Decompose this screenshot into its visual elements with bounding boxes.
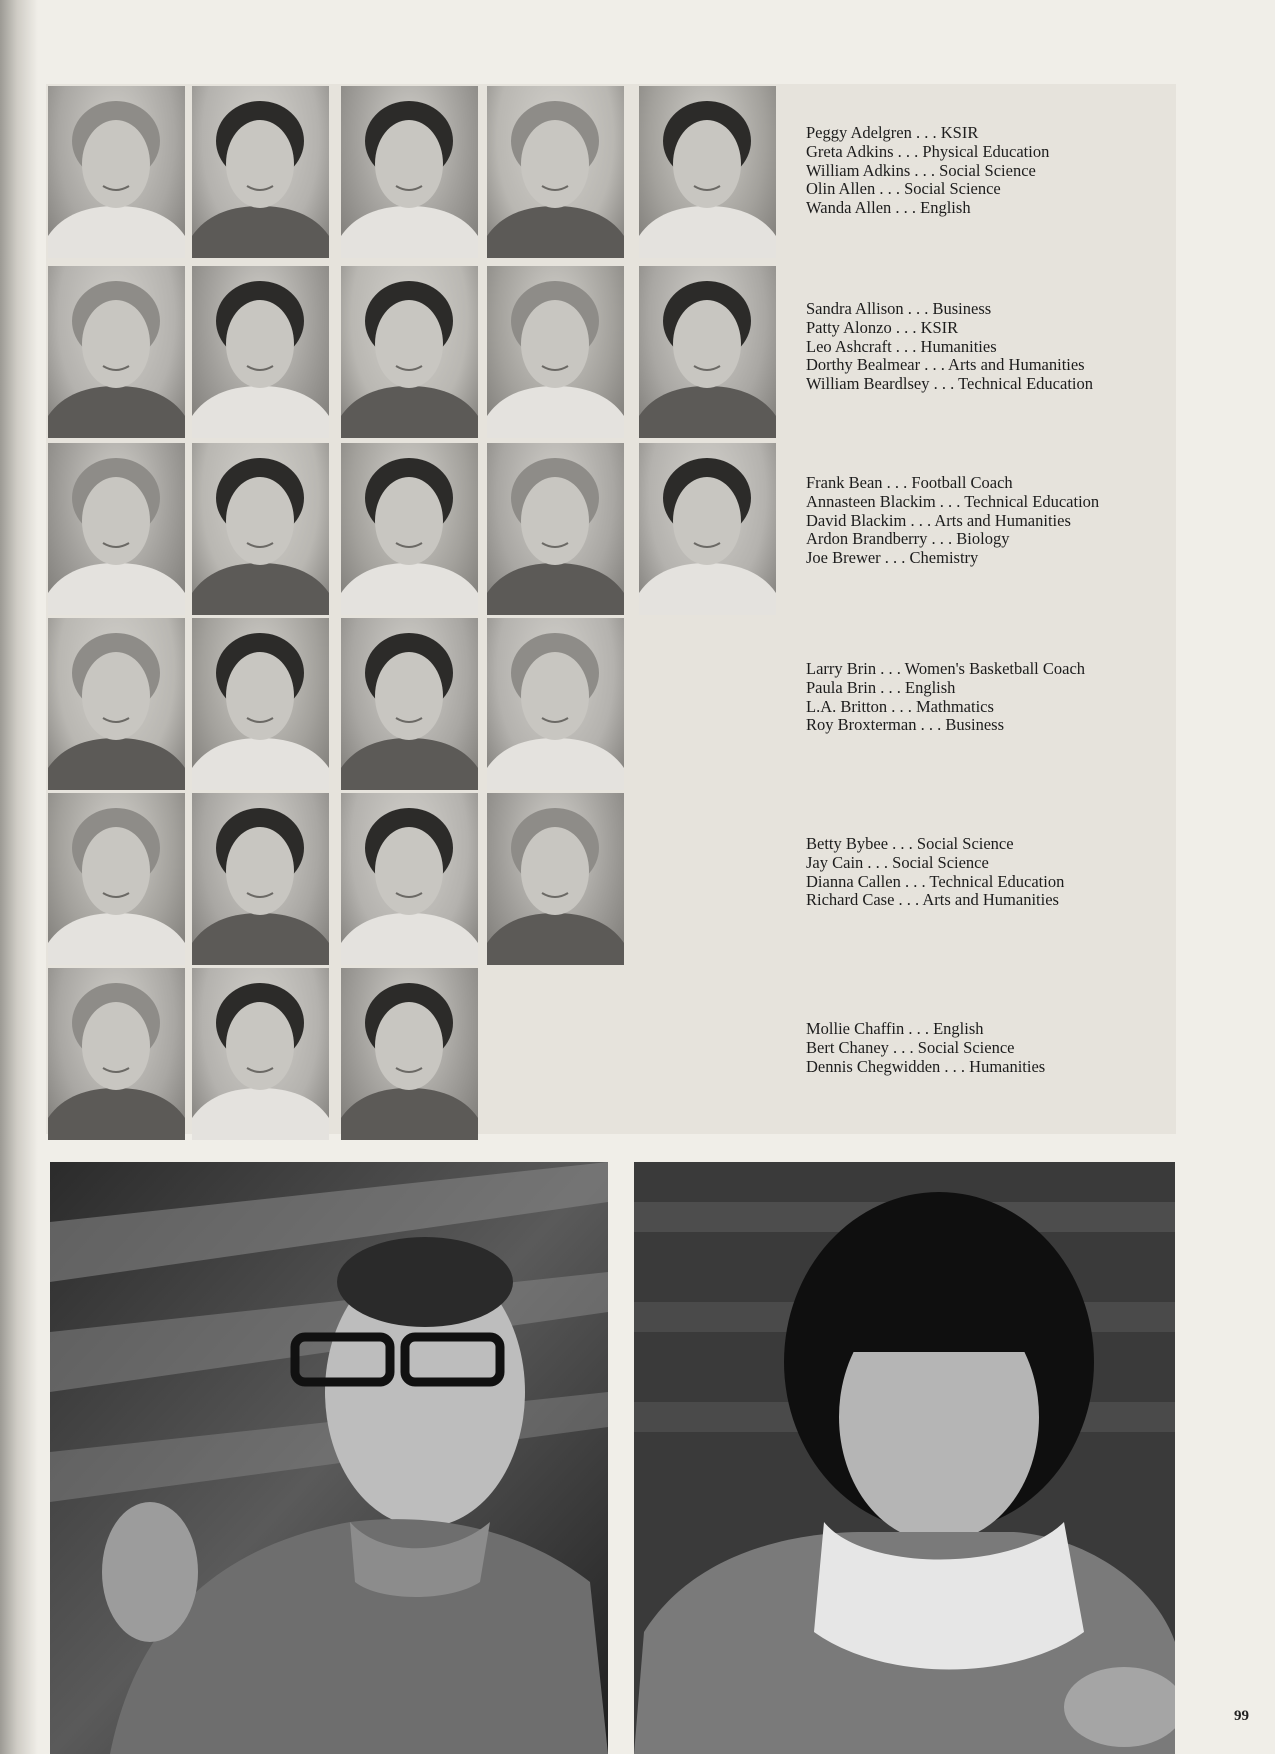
faculty-entry: Dianna Callen . . . Technical Education — [806, 871, 1065, 891]
faculty-entry: David Blackim . . . Arts and Humanities — [806, 510, 1071, 530]
portrait-silhouette — [341, 443, 478, 615]
faculty-entry: Olin Allen . . . Social Science — [806, 179, 1001, 199]
faculty-portrait — [192, 793, 329, 965]
portrait-silhouette — [192, 266, 329, 438]
faculty-portrait — [48, 266, 185, 438]
faculty-entry: Dennis Chegwidden . . . Humanities — [806, 1056, 1046, 1076]
portrait-silhouette — [341, 86, 478, 258]
faculty-portrait — [192, 443, 329, 615]
faculty-entry: Richard Case . . . Arts and Humanities — [806, 890, 1059, 910]
faculty-portrait — [192, 968, 329, 1140]
faculty-portrait — [48, 793, 185, 965]
portrait-silhouette — [487, 86, 624, 258]
portrait-silhouette — [487, 618, 624, 790]
portrait-silhouette — [341, 618, 478, 790]
faculty-portrait — [341, 618, 478, 790]
faculty-portrait — [48, 618, 185, 790]
faculty-entry: L.A. Britton . . . Mathmatics — [806, 696, 994, 716]
faculty-portrait — [487, 266, 624, 438]
portrait-silhouette — [48, 968, 185, 1140]
portrait-silhouette — [48, 793, 185, 965]
faculty-entry: Sandra Allison . . . Business — [806, 299, 992, 318]
caption-group — [806, 300, 1186, 394]
faculty-portrait — [341, 443, 478, 615]
portrait-silhouette — [341, 266, 478, 438]
caption-group — [806, 835, 1186, 910]
faculty-entry: Jay Cain . . . Social Science — [806, 852, 989, 872]
faculty-portrait — [48, 968, 185, 1140]
caption-group — [806, 660, 1186, 735]
faculty-portrait — [487, 618, 624, 790]
faculty-entry: Larry Brin . . . Women's Basketball Coach — [806, 659, 1086, 678]
faculty-entry: Patty Alonzo . . . KSIR — [806, 317, 959, 337]
faculty-portrait — [48, 443, 185, 615]
faculty-portrait — [192, 86, 329, 258]
portrait-silhouette — [192, 968, 329, 1140]
portrait-silhouette — [487, 793, 624, 965]
portrait-silhouette — [192, 793, 329, 965]
portrait-silhouette — [48, 266, 185, 438]
faculty-portrait — [639, 86, 776, 258]
faculty-entry: Frank Bean . . . Football Coach — [806, 473, 1013, 492]
caption-group — [806, 474, 1186, 568]
page-binding-shadow — [0, 0, 38, 1754]
faculty-entry: Annasteen Blackim . . . Technical Education — [806, 491, 1100, 511]
faculty-entry: Mollie Chaffin . . . English — [806, 1019, 984, 1038]
portrait-silhouette — [48, 618, 185, 790]
portrait-silhouette — [341, 793, 478, 965]
portrait-silhouette — [48, 86, 185, 258]
faculty-portrait — [192, 618, 329, 790]
candid-photo-woman-image — [634, 1162, 1175, 1754]
portrait-silhouette — [341, 968, 478, 1140]
faculty-entry: Bert Chaney . . . Social Science — [806, 1037, 1015, 1057]
portrait-silhouette — [48, 443, 185, 615]
portrait-silhouette — [192, 618, 329, 790]
faculty-entry: Joe Brewer . . . Chemistry — [806, 548, 979, 568]
portrait-silhouette — [487, 443, 624, 615]
faculty-portrait — [487, 443, 624, 615]
faculty-entry: Betty Bybee . . . Social Science — [806, 834, 1014, 853]
faculty-entry: Peggy Adelgren . . . KSIR — [806, 123, 979, 142]
page-number: 99 — [1234, 1708, 1249, 1724]
faculty-portrait — [639, 266, 776, 438]
portrait-silhouette — [639, 443, 776, 615]
caption-group — [806, 124, 1186, 218]
faculty-entry: Roy Broxterman . . . Business — [806, 715, 1004, 735]
candid-photo-man — [50, 1162, 608, 1754]
portrait-silhouette — [487, 266, 624, 438]
portrait-silhouette — [639, 266, 776, 438]
faculty-portrait — [639, 443, 776, 615]
faculty-portrait — [341, 266, 478, 438]
candid-photo-man-image — [50, 1162, 608, 1754]
faculty-portrait — [341, 968, 478, 1140]
faculty-entry: William Adkins . . . Social Science — [806, 160, 1036, 180]
faculty-portrait — [487, 793, 624, 965]
portrait-silhouette — [192, 443, 329, 615]
faculty-entry: Paula Brin . . . English — [806, 677, 956, 697]
faculty-portrait — [192, 266, 329, 438]
candid-photo-woman — [634, 1162, 1175, 1754]
portrait-silhouette — [639, 86, 776, 258]
faculty-entry: Wanda Allen . . . English — [806, 198, 971, 218]
faculty-entry: Leo Ashcraft . . . Humanities — [806, 336, 997, 356]
caption-group — [806, 1020, 1186, 1076]
portrait-silhouette — [192, 86, 329, 258]
faculty-entry: Ardon Brandberry . . . Biology — [806, 529, 1010, 549]
faculty-entry: Dorthy Bealmear . . . Arts and Humanities — [806, 355, 1085, 375]
faculty-portrait — [48, 86, 185, 258]
faculty-portrait — [487, 86, 624, 258]
faculty-portrait — [341, 86, 478, 258]
faculty-entry: Greta Adkins . . . Physical Education — [806, 141, 1050, 161]
faculty-entry: William Beardlsey . . . Technical Education — [806, 374, 1093, 394]
faculty-portrait — [341, 793, 478, 965]
